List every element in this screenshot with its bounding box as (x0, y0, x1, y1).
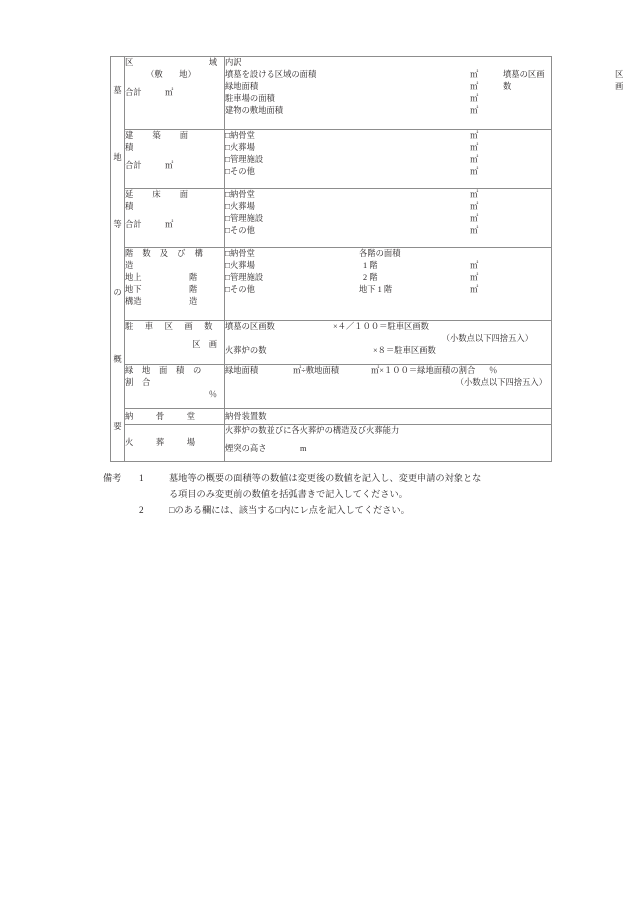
floor-checkbox-1[interactable]: □火葬場 (225, 201, 255, 211)
table-row-building-area (111, 130, 552, 189)
label-cell-total-floor-area (125, 188, 225, 247)
table-row-floors-structure (111, 247, 552, 320)
label-cell-green-ratio (125, 364, 225, 408)
table-row-ossuary (111, 409, 552, 425)
label-cell-parking-units (125, 320, 225, 364)
floor-unit-3: ㎡ (470, 225, 479, 235)
structure-key: 構造 (125, 296, 142, 306)
green-area-label: 緑地面積 (225, 365, 259, 375)
total-floor-total-key: 合計 (125, 219, 142, 229)
note-1-number: 1 (139, 473, 144, 483)
content-cell-total-floor-area (225, 188, 552, 247)
label-cell-area (125, 57, 225, 130)
floor-unit-2: ㎡ (470, 213, 479, 223)
building-checkbox-0[interactable]: □納骨堂 (225, 131, 255, 141)
ossuary-heading (125, 411, 217, 423)
floor-checkbox-3[interactable]: □その他 (225, 225, 255, 235)
building-checkbox-2[interactable]: □管理施設 (225, 155, 264, 165)
area-item-3-unit: ㎡ (470, 106, 479, 116)
area-item-0-unit: ㎡ (470, 70, 479, 80)
floors-underground-key: 地下 (125, 284, 142, 294)
area-item-0-text: 墳墓を設ける区域の面積 (225, 70, 317, 80)
table-row-green-ratio (111, 364, 552, 408)
cremator-structure-label: 火葬炉の数並びに各火葬炉の構造及び火葬能力 (225, 425, 400, 435)
green-rounding-note: （小数点以下四捨五入） (455, 377, 547, 387)
parking-units-unit: 区 画 (192, 339, 217, 349)
green-formula-part3: ㎡×１００＝緑地面積の割合 (371, 365, 476, 375)
area-item-2-unit: ㎡ (470, 94, 479, 104)
content-cell-area (225, 57, 624, 130)
content-cell-green-ratio (225, 364, 552, 408)
building-unit-0: ㎡ (470, 131, 479, 141)
building-area-total-key: 合計 (125, 161, 142, 171)
basement-1-unit: ㎡ (470, 284, 479, 294)
ossuary-heading-text: 納 骨 堂 (125, 411, 198, 421)
area-heading-left: 区 (125, 58, 134, 67)
area-total-unit: ㎡ (165, 88, 174, 98)
label-cell-floors-structure (125, 247, 225, 320)
structure-checkbox-1[interactable]: □火葬場 (225, 260, 255, 270)
spine-char-1: 地 (113, 152, 122, 162)
content-cell-building-area (225, 130, 552, 189)
total-floor-area-heading (125, 189, 217, 213)
green-ratio-heading-text: 緑 地 面 積 の 割 合 (125, 365, 210, 387)
each-floor-area-caption: 各階の面積 (359, 248, 401, 258)
floors-ground-unit: 階 (189, 272, 198, 282)
floor-2-label: 2 階 (363, 272, 378, 282)
area-item-1-unit: ㎡ (470, 82, 479, 92)
note-1-line-2: る項目のみ変更前の数値を括弧書きで記入してください。 (169, 489, 408, 500)
spine-char-0: 墓 (113, 85, 122, 95)
building-area-total-unit: ㎡ (165, 161, 174, 171)
floor-1-unit: ㎡ (470, 260, 479, 270)
structure-checkbox-2[interactable]: □管理施設 (225, 272, 264, 282)
parking-formula-2: ×８＝駐車区画数 (373, 345, 436, 355)
area-item-3-text: 建物の敷地面積 (225, 106, 284, 116)
notes-section (103, 470, 573, 518)
structure-checkbox-0[interactable]: □納骨堂 (225, 248, 255, 258)
building-area-heading (125, 130, 217, 154)
table-row-crematorium (111, 424, 552, 461)
content-cell-crematorium (225, 424, 552, 461)
chimney-height-unit: m (300, 443, 307, 453)
floor-checkbox-2[interactable]: □管理施設 (225, 213, 264, 223)
note-1-line-1: 墓地等の概要の面積等の数値は変更後の数値を記入し、変更申請の対象とな (169, 473, 482, 483)
area-item-1-text: 緑地面積 (225, 82, 259, 92)
content-cell-ossuary (225, 409, 552, 425)
building-area-heading-text: 建 築 面 積 (125, 131, 208, 153)
area-sub-label: （敷 地） (146, 70, 196, 80)
floors-structure-heading-text: 階 数 及 び 構 造 (125, 248, 212, 270)
spine-char-5: 要 (113, 422, 122, 432)
spine-char-2: 等 (113, 220, 122, 230)
floor-checkbox-0[interactable]: □納骨堂 (225, 189, 255, 199)
floor-1-label: 1 階 (363, 260, 378, 270)
crematorium-heading (125, 437, 217, 449)
parking-plots-label: 墳墓の区画数 (225, 321, 275, 331)
parking-units-heading (125, 321, 217, 333)
facility-outline-table (110, 56, 624, 462)
chimney-height-label: 煙突の高さ (225, 443, 267, 453)
area-heading-right: 域 (208, 58, 217, 67)
green-formula-part4: ％ (489, 365, 498, 375)
parking-units-heading-text: 駐 車 区 画 数 (125, 321, 215, 331)
parking-rounding-note: （小数点以下四捨五入） (441, 333, 533, 343)
table-row-parking-units (111, 320, 552, 364)
note-item-2 (103, 502, 573, 518)
floor-unit-0: ㎡ (470, 189, 479, 199)
total-floor-total-unit: ㎡ (165, 219, 174, 229)
cremator-count-label: 火葬炉の数 (225, 345, 267, 355)
note-2-number: 2 (139, 505, 144, 516)
spine-char-3: の (113, 287, 122, 297)
vertical-spine-label (111, 57, 125, 462)
total-floor-area-heading-text: 延 床 面 積 (125, 189, 208, 211)
content-cell-floors-structure (225, 247, 552, 320)
area-total-key: 合計 (125, 88, 142, 98)
building-checkbox-1[interactable]: □火葬場 (225, 143, 255, 153)
label-cell-ossuary (125, 409, 225, 425)
note-2-line-1: □のある欄には、該当する□内にレ点を記入してください。 (169, 505, 410, 516)
table-row-area (111, 57, 552, 130)
floor-unit-1: ㎡ (470, 201, 479, 211)
green-ratio-heading (125, 365, 217, 389)
building-checkbox-3[interactable]: □その他 (225, 167, 255, 177)
floors-underground-unit: 階 (189, 284, 198, 294)
area-plot-count-unit: 区画 (615, 70, 624, 92)
spine-char-4: 概 (113, 354, 122, 364)
building-unit-2: ㎡ (470, 155, 479, 165)
label-cell-building-area (125, 130, 225, 189)
area-breakdown-caption: 内訳 (225, 58, 242, 67)
floors-ground-key: 地上 (125, 272, 142, 282)
structure-unit: 造 (189, 296, 198, 306)
floors-structure-heading (125, 248, 217, 272)
note-item-1 (103, 470, 573, 486)
table-row-total-floor-area (111, 188, 552, 247)
ossuary-device-count-label: 納骨装置数 (225, 411, 267, 421)
building-unit-1: ㎡ (470, 143, 479, 153)
structure-checkbox-3[interactable]: □その他 (225, 284, 255, 294)
parking-formula-1: ×４／１００＝駐車区画数 (333, 321, 429, 331)
area-plot-count-label: 墳墓の区画数 (503, 70, 545, 92)
crematorium-heading-text: 火 葬 場 (125, 437, 198, 447)
area-item-2-text: 駐車場の面積 (225, 94, 275, 104)
label-cell-crematorium (125, 424, 225, 461)
building-unit-3: ㎡ (470, 167, 479, 177)
content-cell-parking-units (225, 320, 552, 364)
green-ratio-unit: ％ (208, 389, 217, 399)
green-formula-part2: ㎡÷敷地面積 (293, 365, 340, 375)
basement-1-label: 地下 1 階 (359, 284, 393, 294)
floor-2-unit: ㎡ (470, 272, 479, 282)
notes-label: 備考 (103, 473, 122, 483)
